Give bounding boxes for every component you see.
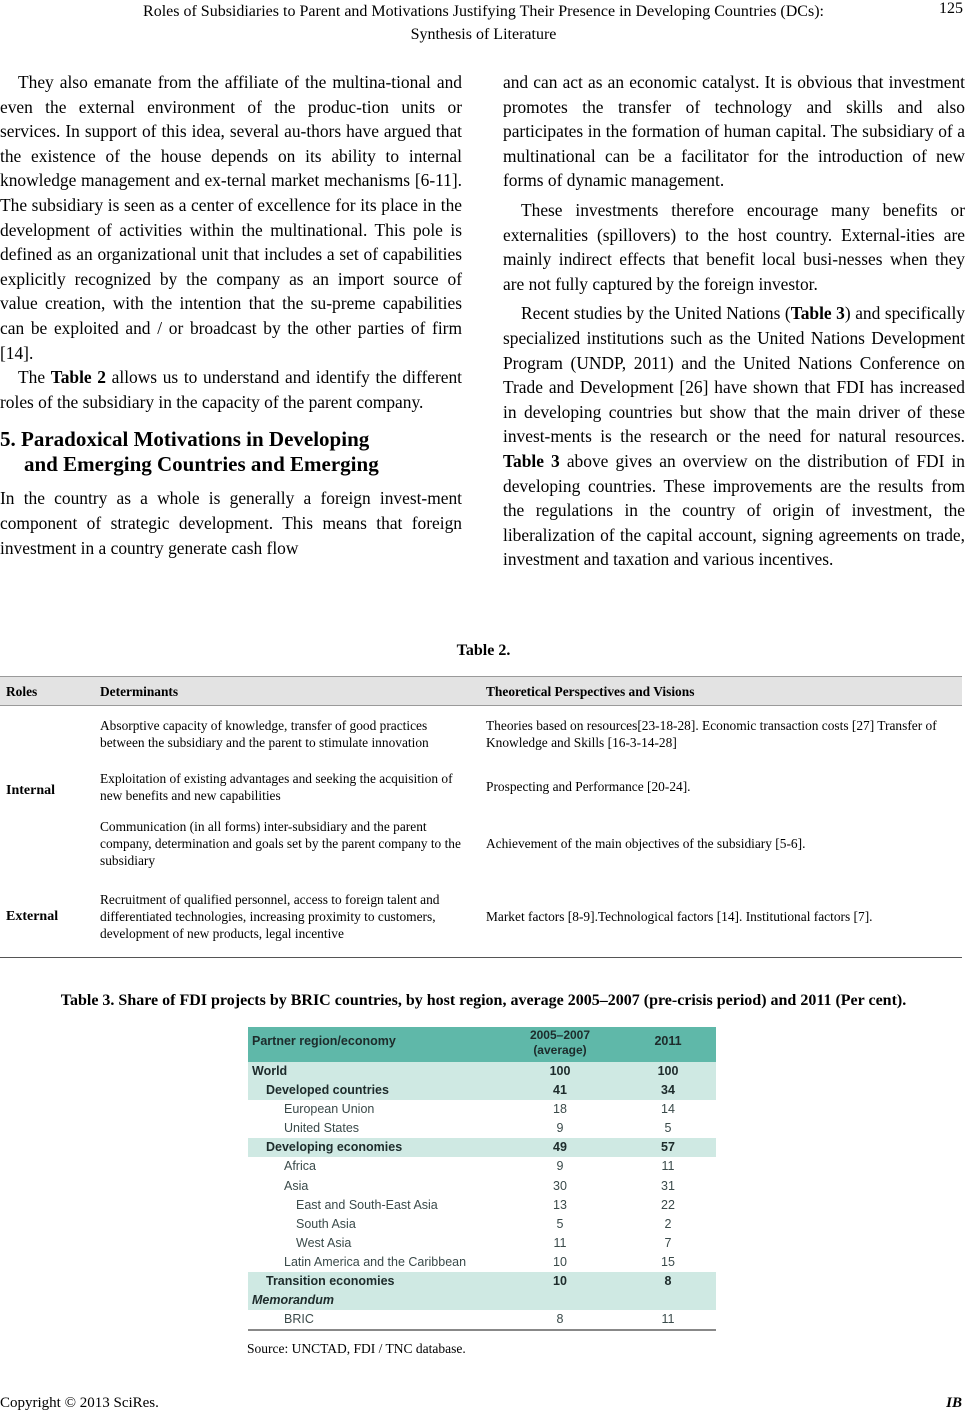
right-paragraph-2: These investments therefore encourage many benefits or externalities (spillovers) to the host country. External-ities are mainly indirect effects that benefit local busi-nesses when they are not fully captured by the foreign investor. [503,199,965,294]
table3-value-2011: 15 [661,1254,675,1269]
table3-header-2005-2007: 2005–2007 (average) [529,1028,591,1057]
table3-reference: Table 3 [790,303,845,324]
table2-reference: Table 2 [50,367,106,388]
table3-value-2011: 100 [657,1064,679,1078]
table3-value-2011: 2 [664,1216,672,1231]
table-row [0,706,962,762]
table3-row-label: Developing economies [266,1140,403,1155]
table-row [0,876,962,958]
table3-value-2005-2007: 49 [553,1140,567,1155]
table-row [0,812,962,876]
table-row [0,762,962,812]
table3-row-label: Africa [284,1159,316,1174]
running-title-line2: Synthesis of Literature [410,26,557,43]
table3-value-2011: 11 [661,1312,675,1327]
table3-row-label: European Union [284,1102,375,1117]
copyright-notice: Copyright © 2013 SciRes. [0,1395,159,1411]
table3-value-2011: 34 [661,1083,675,1098]
table3-row [248,1196,716,1215]
running-title-line1: Roles of Subsidiaries to Parent and Motivations Justifying Their Presence in Developing Countries (DCs): [143,3,824,20]
section-heading: 5. Paradoxical Motivations in Developing and Emerging Countries and Emerging [0,427,379,477]
determinant-cell: Exploitation of existing advantages and seeking the acquisition of new benefits and new capabilities [100,770,453,803]
table3-row [248,1157,716,1176]
table3-row-label: Developed countries [266,1083,389,1098]
journal-abbrev: IB [946,1395,962,1411]
table3-row-label: Transition economies [266,1274,395,1289]
table3-value-2011: 14 [661,1102,675,1117]
table3-row [248,1100,716,1119]
table3-row-label: World [252,1064,288,1078]
table3-value-2005-2007: 10 [553,1254,567,1269]
table3-header [248,1027,716,1062]
table3-row [248,1177,716,1196]
role-internal: Internal [6,783,55,799]
perspective-cell: Achievement of the main objectives of the subsidiary [5-6]. [486,836,806,851]
table3-row-label: Asia [284,1178,309,1193]
left-paragraph-2: The Table 2 allows us to understand and identify the different roles of the subsidiary in the capacity of the parent company. [0,367,462,412]
table3-source: Source: UNCTAD, FDI / TNC database. [247,1341,466,1356]
table2-header-perspectives: Theoretical Perspectives and Visions [480,677,962,706]
table2-header-roles: Roles [0,677,94,706]
role-external: External [0,876,94,958]
table3-reference: Table 3 [503,450,560,471]
table3-row [248,1253,716,1272]
table3-value-2005-2007: 11 [553,1235,567,1250]
page-number: 125 [939,0,963,17]
left-paragraph-1: They also emanate from the affiliate of the multina-tional and even the external environment of the produc-tion units or services. In support of this idea, several au-thors have argued that the existence of the house depends on its ability to internal knowledge management and ex-ternal market mechanisms [6-11]. The subsidiary is seen as a center of excellence for its place in the development of activities within the multinational. This pole is defined as an organizational unit that includes a set of capabilities explicitly recognized by the company as an import source of value creation, with the intention that the su-preme capabilities can be exploited and / or broadcast by the other parties of firm [14]. [0,72,462,363]
table3-caption: Table 3. Share of FDI projects by BRIC countries, by host region, average 2005–2007 (pre-crisis period) and 2011 (Per cent). [60,992,907,1009]
table3-row-label: South Asia [296,1216,356,1231]
left-paragraph-3: In the country as a whole is generally a foreign invest-ment component of strategic development. This means that foreign investment in a country generate cash flow [0,488,462,558]
table3-row [248,1081,716,1100]
table3-row [248,1215,716,1234]
table3-fdi-image [248,1027,716,1331]
table3-row-label: East and South-East Asia [296,1197,438,1212]
table3-value-2005-2007: 9 [556,1159,564,1174]
table3-value-2005-2007: 30 [553,1178,567,1193]
determinant-cell: Absorptive capacity of knowledge, transfer of good practices between the subsidiary and the parent to stimulate innovation [100,717,429,750]
table2-header-determinants: Determinants [94,677,480,706]
table3-value-2011: 57 [661,1140,675,1155]
table3-row [248,1310,716,1329]
table3-value-2005-2007: 13 [553,1197,567,1212]
table3-row-label: BRIC [284,1312,314,1327]
table3-value-2005-2007: 100 [549,1064,571,1078]
table3-value-2011: 22 [661,1197,675,1212]
table3-row-label: Memorandum [252,1293,334,1308]
table3-value-2011: 11 [661,1159,675,1174]
table3-row [248,1119,716,1138]
table3-row-label: United States [284,1121,360,1136]
table3-value-2005-2007: 5 [556,1216,564,1231]
table3-value-2011: 5 [664,1121,672,1136]
determinant-cell: Recruitment of qualified personnel, access to foreign talent and differentiated technologies, increasing proximity to customers, development of new products, legal incentive [94,876,480,958]
table3-bottom-rule [248,1329,716,1331]
table3-header-2011: 2011 [654,1034,682,1048]
table3-value-2005-2007: 8 [556,1312,564,1327]
table3-value-2005-2007: 41 [553,1083,567,1098]
table3-row [248,1062,716,1081]
running-header [0,0,967,46]
table3-row-label: Latin America and the Caribbean [284,1254,467,1269]
right-paragraph-1: and can act as an economic catalyst. It is obvious that investment promotes the transfer of technology and skills and also participates in the formation of human capital. The subsidiary of a multinational can be a facilitator for the introduction of new forms of dynamic management. [503,72,965,191]
table3-header-region: Partner region/economy [252,1034,396,1048]
determinant-cell: Communication (in all forms) inter-subsidiary and the parent company, determination and goals set by the parent company to the subsidiary [100,819,461,868]
perspective-cell: Market factors [8-9].Technological factors [14]. Institutional factors [7]. [480,876,962,958]
table2-caption: Table 2. [456,642,511,659]
table2-header-row [0,677,962,706]
table3-row-label: West Asia [296,1235,352,1250]
table3-row [248,1272,716,1291]
table3-row [248,1291,716,1310]
table3-row [248,1234,716,1253]
table3-value-2011: 7 [664,1235,672,1250]
left-column [0,70,462,560]
perspective-cell: Theories based on resources[23-18-28]. Economic transaction costs [27] Transfer of Knowledge and Skills [16-3-14-28] [486,717,937,750]
right-column [503,70,965,572]
table3-value-2005-2007: 18 [553,1102,567,1117]
perspective-cell: Prospecting and Performance [20-24]. [486,779,691,794]
table3-row [248,1138,716,1157]
right-paragraph-3: Recent studies by the United Nations (Table 3) and specifically specialized institutions such as the United Nations Development Program (UNDP, 2011) and the United Nations Conference on Trade and Development [26] have shown that FDI has increased in developing countries but show that the main driver of these invest-ments is the research or the need for natural resources. Table 3 above gives an overview on the distribution of FDI in developing countries. These improvements are the results from the regulations in the country of origin of investment, the liberalization of the capital account, signing agreements on trade, investment and taxation and various incentives. [503,303,965,570]
table3-value-2005-2007: 9 [556,1121,564,1136]
table3-value-2005-2007: 10 [553,1274,567,1289]
table2 [0,676,962,958]
table3-value-2011: 31 [661,1178,675,1193]
table3-value-2011: 8 [664,1274,672,1289]
